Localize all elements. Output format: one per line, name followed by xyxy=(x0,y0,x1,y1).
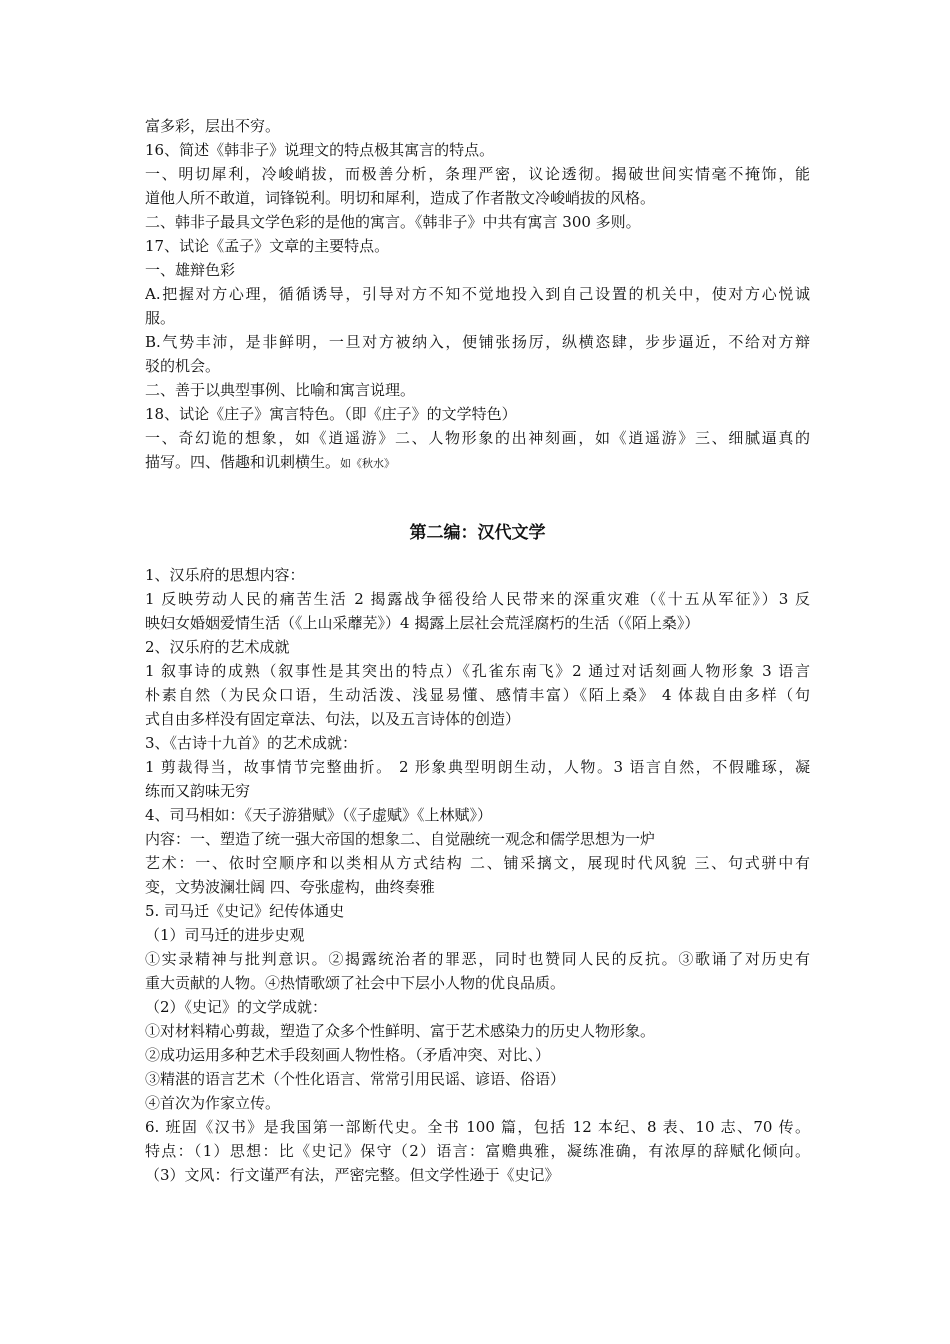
text-line: （1）司马迁的进步史观 xyxy=(145,926,305,944)
text-line xyxy=(145,450,810,474)
text-line: 映妇女婚姻爱情生活（《上山采蘼芜》）4 揭露上层社会荒淫腐朽的生活（《陌上桑》） xyxy=(145,614,700,632)
text-line: 变，文势波澜壮阔 四、夸张虚构，曲终奏雅 xyxy=(145,878,435,896)
text-line: 1 剪裁得当，故事情节完整曲折。 2 形象典型明朗生动，人物。3 语言自然，不假雕琢，凝 xyxy=(145,758,810,776)
text-line: （2）《史记》的文学成就： xyxy=(145,998,328,1016)
small-note: 如《秋水》 xyxy=(340,457,396,470)
text-line: 式自由多样没有固定章法、句法，以及五言诗体的创造） xyxy=(145,710,521,728)
text-line: 内容：一、塑造了统一强大帝国的想象二、自觉融统一观念和儒学思想为一炉 xyxy=(145,830,656,848)
text-line: 驳的机会。 xyxy=(145,357,221,375)
item-1-title: 1、汉乐府的思想内容： xyxy=(145,566,305,584)
text-line: ③精湛的语言艺术（个性化语言、常常引用民谣、谚语、俗语） xyxy=(145,1070,566,1088)
text-line: 二、善于以典型事例、比喻和寓言说理。 xyxy=(145,381,416,399)
text-line: 一、雄辩色彩 xyxy=(145,261,236,279)
text-line: 二、韩非子最具文学色彩的是他的寓言。《韩非子》中共有寓言 300 多则。 xyxy=(145,213,641,231)
text-line: ①实录精神与批判意识。②揭露统治者的罪恶，同时也赞同人民的反抗。③歌诵了对历史有 xyxy=(145,950,810,968)
question-17: 17、试论《孟子》文章的主要特点。 xyxy=(145,237,390,255)
text-line: B.气势丰沛，是非鲜明，一旦对方被纳入，便铺张扬厉，纵横恣肆，步步逼近，不给对方辩 xyxy=(145,333,810,351)
text-line: 服。 xyxy=(145,309,176,327)
text-line: 特点：（1）思想：比《史记》保守（2）语言：富赡典雅，凝练准确，有浓厚的辞赋化倾向。 xyxy=(145,1142,810,1160)
text-main: 描写。四、偕趣和讥刺横生。 xyxy=(145,453,341,471)
item-6-title: 6. 班固《汉书》是我国第一部断代史。全书 100 篇，包括 12 本纪、8 表、10 志、70 传。 xyxy=(145,1118,810,1136)
question-16: 16、简述《韩非子》说理文的特点极其寓言的特点。 xyxy=(145,141,495,159)
text-line: ②成功运用多种艺术手段刻画人物性格。（矛盾冲突、对比、） xyxy=(145,1046,551,1064)
text-line: （3）文风：行文谨严有法，严密完整。但文学性逊于《史记》 xyxy=(145,1166,560,1184)
item-5-title: 5. 司马迁《史记》纪传体通史 xyxy=(145,902,345,920)
text-line: 富多彩，层出不穷。 xyxy=(145,117,281,135)
text-line: 重大贡献的人物。④热情歌颂了社会中下层小人物的优良品质。 xyxy=(145,974,566,992)
item-3-title: 3、《古诗十九首》的艺术成就： xyxy=(145,734,358,752)
text-line: 1 叙事诗的成熟（叙事性是其突出的特点）《孔雀东南飞》2 通过对话刻画人物形象 3 语言 xyxy=(145,662,810,680)
section-gap xyxy=(145,474,810,521)
text-line: 一、奇幻诡的想象，如《逍遥游》二、人物形象的出神刻画，如《逍遥游》三、细腻逼真的 xyxy=(145,429,810,447)
text-line: A.把握对方心理，循循诱导，引导对方不知不觉地投入到自己设置的机关中，使对方心悦诚 xyxy=(145,285,810,303)
text-line: 道他人所不敢道，词锋锐利。明切和犀利，造成了作者散文冷峻峭拔的风格。 xyxy=(145,189,656,207)
section-title: 第二编：汉代文学 xyxy=(409,523,546,543)
document-body xyxy=(145,114,810,1187)
text-line: ①对材料精心剪裁，塑造了众多个性鲜明、富于艺术感染力的历史人物形象。 xyxy=(145,1022,656,1040)
text-line: 1 反映劳动人民的痛苦生活 2 揭露战争徭役给人民带来的深重灾难（《十五从军征》）3 反 xyxy=(145,590,810,608)
item-2-title: 2、汉乐府的艺术成就 xyxy=(145,638,290,656)
text-line: 艺术：一、依时空顺序和以类相从方式结构 二、铺采摛文，展现时代风貌 三、句式骈中有 xyxy=(145,854,810,872)
text-line: 练而又韵味无穷 xyxy=(145,782,251,800)
item-4-title: 4、司马相如：《天子游猎赋》（《子虚赋》《上林赋》） xyxy=(145,806,493,824)
text-line: 朴素自然（为民众口语，生动活泼、浅显易懂、感情丰富）《陌上桑》 4 体裁自由多样（句 xyxy=(145,686,810,704)
text-line: 一、明切犀利，冷峻峭拔，而极善分析，条理严密，议论透彻。揭破世间实情毫不掩饰，能 xyxy=(145,165,810,183)
text-line: ④首次为作家立传。 xyxy=(145,1094,281,1112)
question-18: 18、试论《庄子》寓言特色。（即《庄子》的文学特色） xyxy=(145,405,517,423)
